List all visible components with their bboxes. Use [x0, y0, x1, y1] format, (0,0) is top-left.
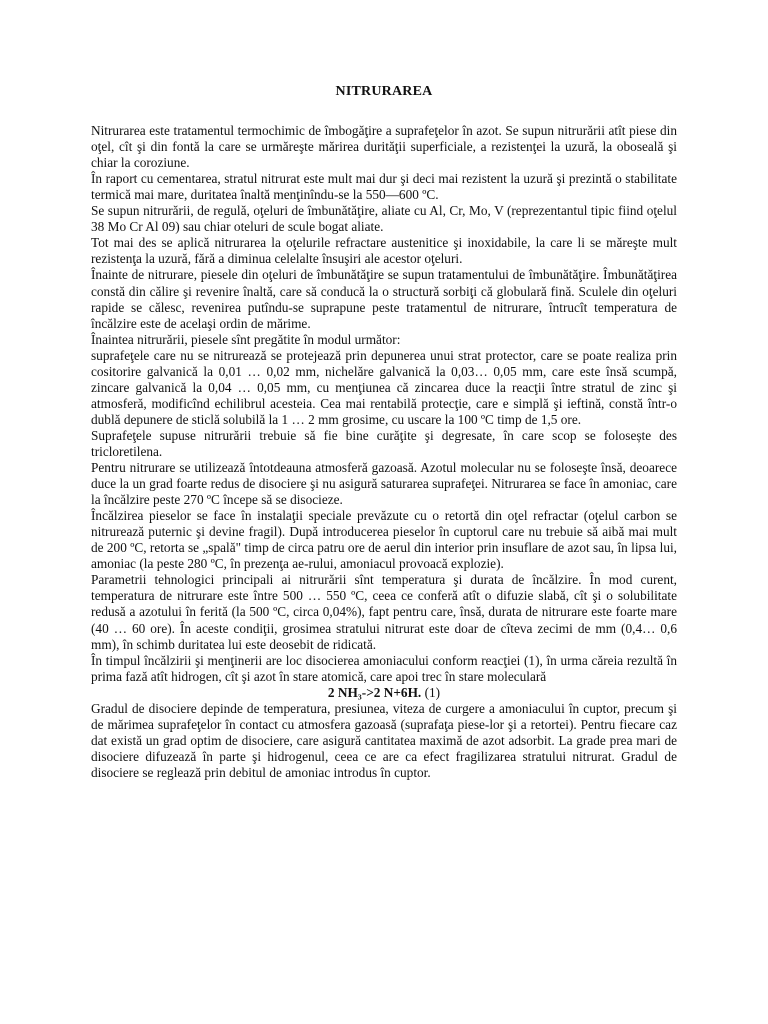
- formula-number: (1): [424, 684, 441, 700]
- paragraph-dissociation: În timpul încălzirii şi menţinerii are loc disocierea amoniacului conform reacţiei (1), în urma căreia rezultă în prima fază atît hidrogen, cît şi azot în stare atomică, care apoi trec în stare moleculară: [91, 652, 677, 684]
- paragraph-steels: Se supun nitrurării, de regulă, oţeluri de îmbunătăţire, aliate cu Al, Cr, Mo, V (reprezentantul tipic fiind oţelul 38 Mo Cr Al 09) sau chiar oteluri de scule bogat aliate.: [91, 203, 677, 235]
- paragraph-heating: Încălzirea pieselor se face în instalaţii speciale prevăzute cu o retortă din oţel refractar (oţelul carbon se nitrurează puternic şi devine fragil). După introducerea pieselor în cuptorul care nu trebuie să aibă mai mult de 200 ºC, retorta se „spală" timp de circa patru ore de aerul din interior prin insuflare de azot sau, în lipsa lui, amoniac (la peste 280 ºC, în prezenţa ae-rului, amoniacul provoacă explozie).: [91, 508, 677, 572]
- paragraph-before-nitriding: Înainte de nitrurare, piesele din oţeluri de îmbunătăţire se supun tratamentului de îmbunătăţire. Îmbunătăţirea constă din călire şi revenire înaltă, care să conducă la o structură sorbiţi că globulară fină. Sculele din oţeluri rapide se călesc, revenirea putîndu-se suprapune peste tratamentul de nitrurare, întrucît temperatura de încălzire este de acelaşi ordin de mărime.: [91, 267, 677, 331]
- paragraph-intro: Nitrurarea este tratamentul termochimic de îmbogăţire a suprafeţelor în azot. Se supun nitrurării atît piese din oţel, cît şi din fontă la care se urmăreşte mărirea durităţii superficiale, a rezistenţei la uzură, la oboseală şi chiar la coroziune.: [91, 123, 677, 171]
- paragraph-parameters: Parametrii tehnologici principali ai nitrurării sînt temperatura şi durata de încălzire. În mod curent, temperatura de nitrurare este între 500 … 550 ºC, ceea ce conferă atît o difuzie slabă, cît şi o solubilitate redusă a azotului în ferită (la 500 ºC, circa 0,04%), fapt pentru care, însă, durata de nitrurare este foarte mare (40 … 60 ore). În aceste condiţii, grosimea stratului nitrurat este doar de cîteva zecimi de mm (0,4… 0,6 mm), în schimb duritatea lui este deosebit de ridicată.: [91, 572, 677, 652]
- page-title: NITRURAREA: [335, 84, 433, 99]
- paragraph-refractory: Tot mai des se aplică nitrurarea la oţelurile refractare austenitice şi inoxidabile, la care li se măreşte mult rezistenţa la uzură, fără a diminua celelalte însuşiri ale acestor oţeluri.: [91, 235, 677, 267]
- paragraph-comparison: În raport cu cementarea, stratul nitrurat este mult mai dur şi deci mai rezistent la uzură şi prezintă o stabilitate termică mai mare, duritatea înaltă menţinîndu-se la 550—600 ºC.: [91, 171, 677, 203]
- paragraph-closing: Gradul de disociere depinde de temperatura, presiunea, viteza de curgere a amoniacului în cuptor, precum şi de mărimea suprafeţelor în contact cu atmosfera gazoasă (suprafaţa piese-lor şi a retortei). Pentru fiecare caz dat există un grad optim de disociere, care asigură cantitatea maximă de azot adsorbit. La grade prea mari de disociere difuzează în parte şi hidrogenul, ceea ce are ca efect fragilizarea stratului nitrurat. Gradul de disociere se reglează prin debitul de amoniac introdus în cuptor.: [91, 700, 677, 780]
- paragraph-preparation: Înaintea nitrurării, piesele sînt pregătite în modul următor:: [91, 331, 401, 347]
- reaction-formula: [91, 685, 677, 701]
- paragraph-cleaning: Suprafeţele supuse nitrurării trebuie să fie bine curăţite şi degresate, în care scop se folosește des tricloretilena.: [91, 427, 677, 459]
- paragraph-protection: suprafeţele care nu se nitrurează se protejează prin depunerea unui strat protector, care se poate realiza prin cositorire galvanică la 0,01 … 0,02 mm, nichelăre galvanică la 0,03… 0,05 mm, care este însă scumpă, zincare galvanică la 0,04 … 0,05 mm, cu menţiunea că zincarea duce la reacţii între stratul de zinc şi atmosferă, modificînd echilibrul acesteia. Cea mai rentabilă protecţie, care e simplă şi ieftină, constă într-o dublă depunere de sticlă solubilă la 1 … 2 mm grosime, cu uscare la 100 ºC timp de 1,5 ore.: [91, 347, 677, 427]
- formula-expression: 2 NH₃->2 N+6H.: [327, 684, 422, 700]
- document-page: [91, 84, 677, 781]
- paragraph-atmosphere: Pentru nitrurare se utilizează întotdeauna atmosferă gazoasă. Azotul molecular nu se foloseşte însă, deoarece duce la un grad foarte redus de disociere şi nu asigură saturarea suprafeţei. Nitrurarea se face în amoniac, care la încălzire peste 270 ºC începe să se disocieze.: [91, 460, 677, 508]
